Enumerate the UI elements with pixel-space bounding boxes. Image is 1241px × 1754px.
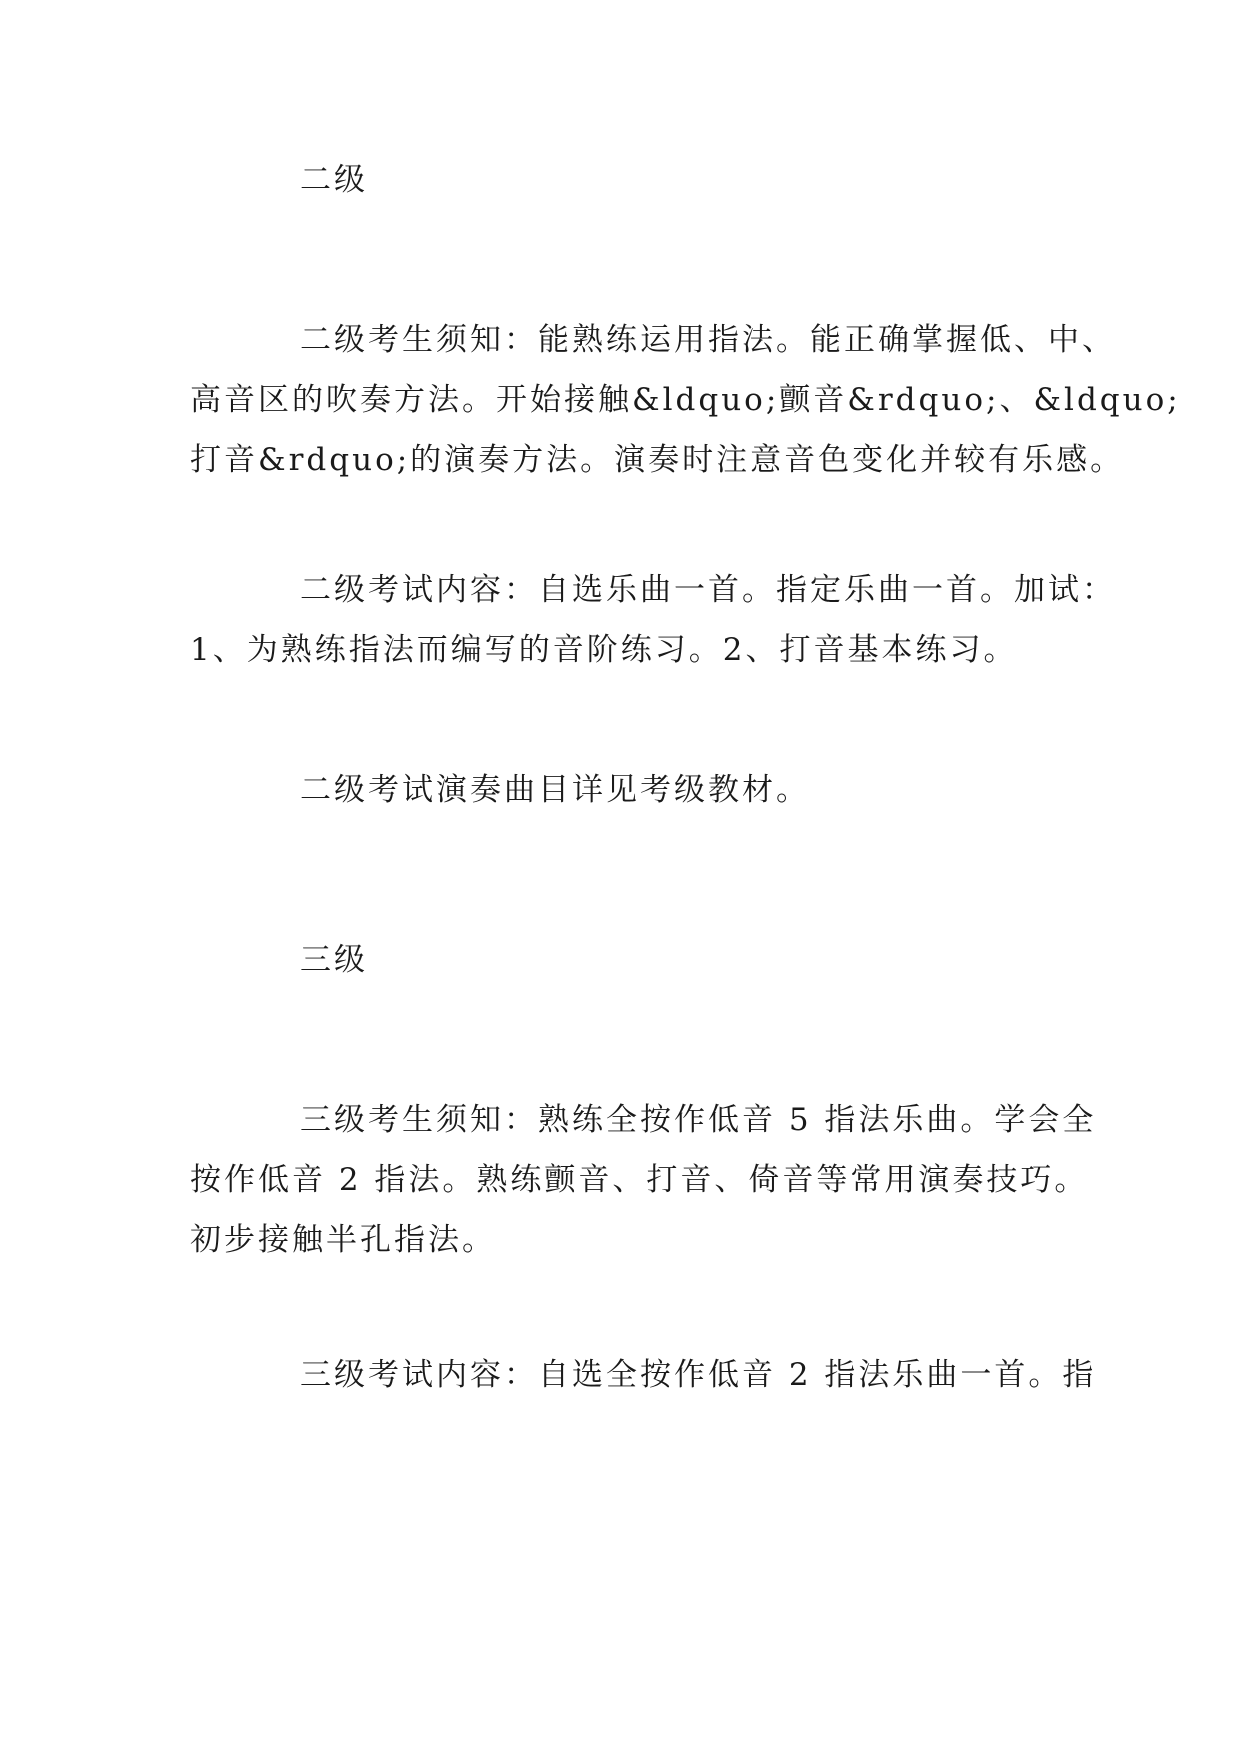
text-line: 三级考试内容：自选全按作低音 2 指法乐曲一首。指	[300, 1357, 1097, 1393]
text-line: 高音区的吹奏方法。开始接触&ldquo;颤音&rdquo;、&ldquo;	[190, 382, 1181, 418]
heading-level-3	[190, 930, 1060, 990]
text-line: 初步接触半孔指法。	[190, 1222, 496, 1258]
text-line: 二级考生须知：能熟练运用指法。能正确掌握低、中、	[300, 322, 1116, 358]
paragraph-level-2-notice	[190, 310, 1181, 490]
text-line: 打音&rdquo;的演奏方法。演奏时注意音色变化并较有乐感。	[190, 442, 1125, 478]
text-line: 二级考试内容：自选乐曲一首。指定乐曲一首。加试：	[300, 572, 1116, 608]
text-line: 二级	[300, 162, 368, 198]
paragraph-level-3-notice	[190, 1090, 1097, 1270]
paragraph-level-2-repertoire	[190, 760, 1060, 820]
text-line: 三级考生须知：熟练全按作低音 5 指法乐曲。学会全	[300, 1102, 1097, 1138]
text-line: 1、为熟练指法而编写的音阶练习。2、打音基本练习。	[190, 632, 1018, 668]
heading-level-2	[190, 150, 1060, 210]
text-line: 三级	[300, 942, 368, 978]
paragraph-level-2-content	[190, 560, 1116, 680]
paragraph-level-3-content	[190, 1345, 1097, 1405]
text-line: 二级考试演奏曲目详见考级教材。	[300, 772, 810, 808]
text-line: 按作低音 2 指法。熟练颤音、打音、倚音等常用演奏技巧。	[190, 1162, 1089, 1198]
